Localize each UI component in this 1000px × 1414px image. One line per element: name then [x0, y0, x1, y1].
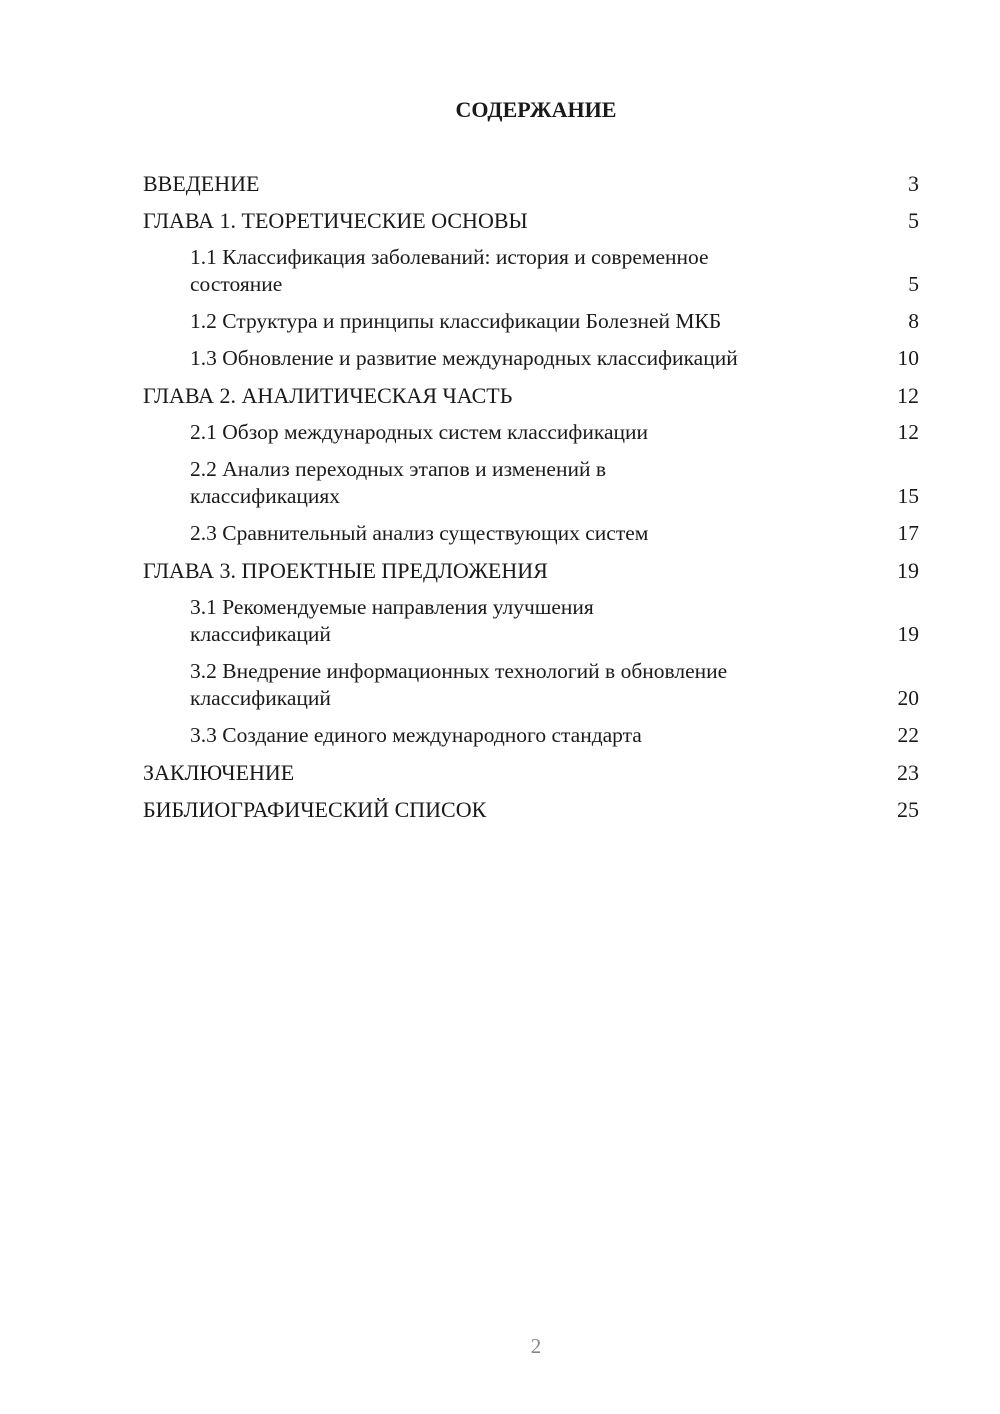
table-of-contents	[143, 170, 919, 833]
toc-chapter-entry[interactable]	[143, 557, 919, 584]
toc-entry-title	[143, 170, 259, 197]
toc-entry-page: 17	[897, 521, 919, 545]
toc-chapter-entry[interactable]	[143, 170, 919, 197]
toc-entry-title-line: 3.1 Рекомендуемые направления улучшения	[190, 595, 594, 619]
toc-subsection-entry[interactable]	[143, 594, 919, 648]
toc-entry-title	[190, 308, 721, 335]
toc-entry-page: 12	[897, 420, 919, 444]
toc-entry-page: 25	[897, 797, 919, 822]
toc-entry-title	[190, 419, 648, 446]
toc-chapter-entry[interactable]	[143, 796, 919, 823]
toc-entry-page: 23	[897, 760, 919, 785]
toc-entry-page: 12	[897, 383, 919, 408]
toc-entry-title-line: ГЛАВА 2. АНАЛИТИЧЕСКАЯ ЧАСТЬ	[143, 383, 513, 408]
toc-entry-title	[190, 345, 738, 372]
toc-entry-page: 3	[908, 171, 919, 196]
toc-entry-title-line: 2.1 Обзор международных систем классификации	[190, 420, 649, 444]
toc-entry-title-line: 2.2 Анализ переходных этапов и изменений в	[190, 457, 606, 481]
toc-entry-title	[143, 759, 294, 786]
page-number: 2	[530, 1334, 542, 1358]
toc-chapter-entry[interactable]	[143, 382, 919, 409]
toc-entry-page: 8	[908, 309, 919, 333]
toc-entry-title	[143, 382, 512, 409]
toc-subsection-entry[interactable]	[143, 456, 919, 510]
toc-entry-title-line: БИБЛИОГРАФИЧЕСКИЙ СПИСОК	[143, 797, 487, 822]
toc-entry-title	[190, 456, 606, 510]
toc-entry-page: 10	[897, 346, 919, 370]
toc-entry-title-line: 2.3 Сравнительный анализ существующих систем	[190, 521, 649, 545]
toc-entry-page: 5	[908, 272, 919, 296]
toc-entry-title-line: классификаций	[190, 622, 331, 646]
toc-entry-title-line: ВВЕДЕНИЕ	[143, 171, 260, 196]
toc-entry-title	[190, 594, 594, 648]
toc-entry-title-line: ГЛАВА 1. ТЕОРЕТИЧЕСКИЕ ОСНОВЫ	[143, 208, 528, 233]
toc-entry-page: 15	[897, 484, 919, 508]
toc-entry-title-line: классификациях	[190, 484, 341, 508]
toc-entry-page: 19	[897, 558, 919, 583]
toc-entry-page: 5	[908, 208, 919, 233]
toc-entry-title-line: классификаций	[190, 686, 331, 710]
toc-entry-page: 19	[897, 622, 919, 646]
toc-entry-page: 22	[897, 723, 919, 747]
toc-entry-title-line: состояние	[190, 272, 283, 296]
toc-entry-title-line: ГЛАВА 3. ПРОЕКТНЫЕ ПРЕДЛОЖЕНИЯ	[143, 558, 548, 583]
toc-subsection-entry[interactable]	[143, 345, 919, 372]
toc-chapter-entry[interactable]	[143, 759, 919, 786]
toc-subsection-entry[interactable]	[143, 308, 919, 335]
toc-entry-title	[190, 244, 709, 298]
toc-entry-title	[190, 658, 727, 712]
toc-subsection-entry[interactable]	[143, 520, 919, 547]
toc-entry-title	[143, 207, 528, 234]
toc-subsection-entry[interactable]	[143, 244, 919, 298]
toc-entry-title	[190, 520, 648, 547]
toc-subsection-entry[interactable]	[143, 419, 919, 446]
toc-subsection-entry[interactable]	[143, 658, 919, 712]
toc-entry-title-line: 1.3 Обновление и развитие международных классификаций	[190, 346, 738, 370]
page-title: СОДЕРЖАНИЕ	[455, 97, 617, 122]
toc-entry-title-line: ЗАКЛЮЧЕНИЕ	[143, 760, 295, 785]
toc-entry-title-line: 3.3 Создание единого международного стандарта	[190, 723, 642, 747]
toc-entry-title-line: 1.1 Классификация заболеваний: история и современное	[190, 245, 709, 269]
toc-entry-title	[143, 557, 548, 584]
toc-entry-title	[190, 722, 642, 749]
toc-subsection-entry[interactable]	[143, 722, 919, 749]
toc-entry-title-line: 1.2 Структура и принципы классификации Болезней МКБ	[190, 309, 722, 333]
toc-entry-page: 20	[897, 686, 919, 710]
toc-entry-title	[143, 796, 486, 823]
toc-entry-title-line: 3.2 Внедрение информационных технологий в обновление	[190, 659, 728, 683]
toc-chapter-entry[interactable]	[143, 207, 919, 234]
